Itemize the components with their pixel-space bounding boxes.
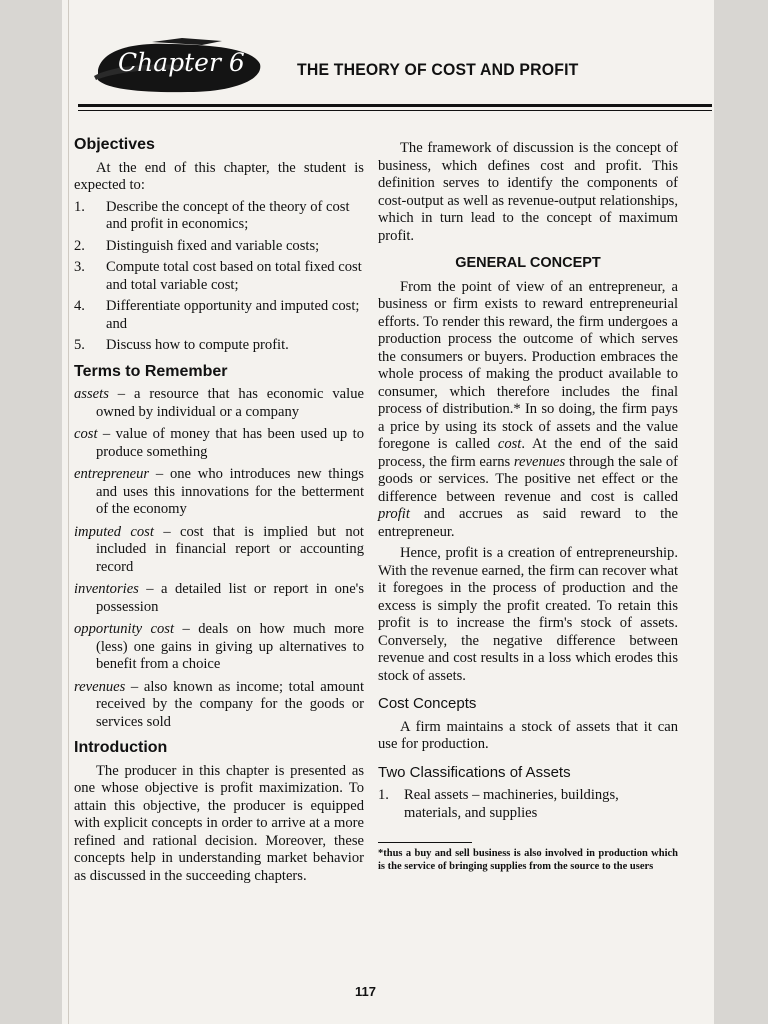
- term-word: imputed cost: [74, 523, 154, 540]
- classification-number: 1.: [378, 787, 389, 803]
- term-entry: [74, 426, 364, 461]
- term-definition: – also known as income; total amount received by the company for the goods or services sold: [96, 678, 364, 730]
- objective-number: 5.: [74, 337, 85, 353]
- objective-item: [74, 298, 364, 333]
- term-definition: – a detailed list or report in one's possession: [96, 581, 364, 615]
- text-run: . At the end of the said process, the firm earns: [378, 436, 678, 470]
- footnote-rule: [378, 842, 472, 843]
- term-word: revenues: [74, 678, 126, 695]
- page-number: 117: [355, 984, 376, 999]
- objective-item: [74, 259, 364, 294]
- objective-text: Distinguish fixed and variable costs;: [106, 237, 320, 254]
- objective-item: [74, 199, 364, 234]
- cost-concepts-heading: Cost Concepts: [378, 695, 477, 712]
- term-entry: [74, 524, 364, 577]
- term-word: cost: [74, 426, 98, 442]
- cost-concepts-paragraph: A firm maintains a stock of assets that it can use for production.: [378, 718, 678, 752]
- header-rule-thick: [78, 104, 712, 107]
- term-entry: [74, 581, 364, 616]
- right-column: [378, 140, 678, 873]
- text-run: through the sale of goods or services. The positive net effect or the difference between revenue and cost is called: [378, 453, 678, 505]
- chapter-badge: [92, 36, 264, 98]
- framework-paragraph: The framework of discussion is the concept of business, which defines cost and profit. This definition serves to identify the components of cost-output as well as revenue-output relationships, which in turn lead to the concept of maximum profit.: [378, 140, 678, 244]
- objectives-list: [74, 199, 364, 355]
- objective-text: Describe the concept of the theory of cost and profit in economics;: [106, 198, 350, 232]
- objective-item: [74, 238, 364, 256]
- objectives-heading: Objectives: [74, 136, 155, 153]
- introduction-text: The producer in this chapter is presented as one whose objective is profit maximization. To attain this objective, the producer is equipped with explicit concepts in order to arrive at a more refined and rational decision. Moreover, these concepts help in understanding market behavior as discussed in the succeeding chapters.: [74, 762, 364, 884]
- objectives-intro: At the end of this chapter, the student is expected to:: [74, 159, 364, 193]
- objective-text: Compute total cost based on total fixed cost and total variable cost;: [106, 259, 362, 293]
- chapter-badge-text: Chapter 6: [118, 48, 245, 77]
- terms-heading: Terms to Remember: [74, 362, 228, 380]
- objective-number: 4.: [74, 298, 85, 314]
- term-definition: – value of money that has been used up to produce something: [96, 426, 364, 460]
- term-entry: [74, 466, 364, 519]
- objective-number: 2.: [74, 237, 85, 254]
- classifications-list: [378, 787, 678, 822]
- term-definition: – one who introduces new things and uses this innovations for the betterment of the economy: [96, 466, 364, 517]
- text-run: and accrues as said reward to the entrepreneur.: [378, 506, 678, 540]
- general-concept-heading: GENERAL CONCEPT: [455, 255, 601, 271]
- objective-number: 1.: [74, 198, 85, 215]
- objective-item: [74, 337, 364, 355]
- footnote: *thus a buy and sell business is also involved in production which is the service of bringing supplies from the source to the users: [378, 848, 678, 872]
- general-concept-paragraph: [378, 279, 678, 542]
- emphasis-cost: cost: [497, 436, 522, 452]
- term-entry: [74, 386, 364, 421]
- term-entry: [74, 679, 364, 732]
- term-word: assets: [74, 386, 109, 402]
- profit-paragraph: Hence, profit is a creation of entrepreneurship. With the revenue earned, the firm can recover what it foregoes in the process of production and the excess is simply the profit created. To retain this profit is to increase the firm's stock of assets. Conversely, the negative difference between revenue and cost results in a loss which erodes this stock of assets.: [378, 545, 678, 684]
- classification-text: Real assets – machineries, buildings, materials, and supplies: [404, 787, 619, 821]
- term-definition: – deals on how much more (less) one gains in giving up alternatives to benefit from a choice: [96, 621, 365, 672]
- term-definition: – cost that is implied but not included in financial report or accounting record: [96, 523, 364, 575]
- introduction-heading: Introduction: [74, 739, 168, 756]
- header-rule-thin: [78, 110, 712, 111]
- chapter-title: THE THEORY OF COST AND PROFIT: [297, 60, 579, 79]
- classification-item: [378, 787, 678, 822]
- term-entry: [74, 621, 364, 674]
- term-definition: – a resource that has economic value owned by individual or a company: [96, 386, 364, 420]
- text-run: From the point of view of an entrepreneur, a business or firm exists to reward entrepreneurial efforts. To render this reward, the firm undergoes a production process the outcome of which serves the consumers or buyers. Production embraces the whole process of making the product available to consumer, which therefore includes the final process of distribution.* In so doing, the firm pays a price by using its stock of assets and the value foregone is called: [378, 278, 678, 452]
- classifications-heading: Two Classifications of Assets: [378, 763, 571, 781]
- emphasis-profit: profit: [378, 506, 410, 522]
- term-word: opportunity cost: [74, 621, 175, 637]
- objective-text: Discuss how to compute profit.: [106, 337, 289, 353]
- objective-number: 3.: [74, 259, 85, 275]
- term-word: entrepreneur: [74, 466, 150, 482]
- left-column: [74, 132, 364, 889]
- emphasis-revenues: revenues: [513, 453, 566, 470]
- term-word: inventories: [74, 581, 139, 597]
- objective-text: Differentiate opportunity and imputed cost; and: [106, 298, 360, 332]
